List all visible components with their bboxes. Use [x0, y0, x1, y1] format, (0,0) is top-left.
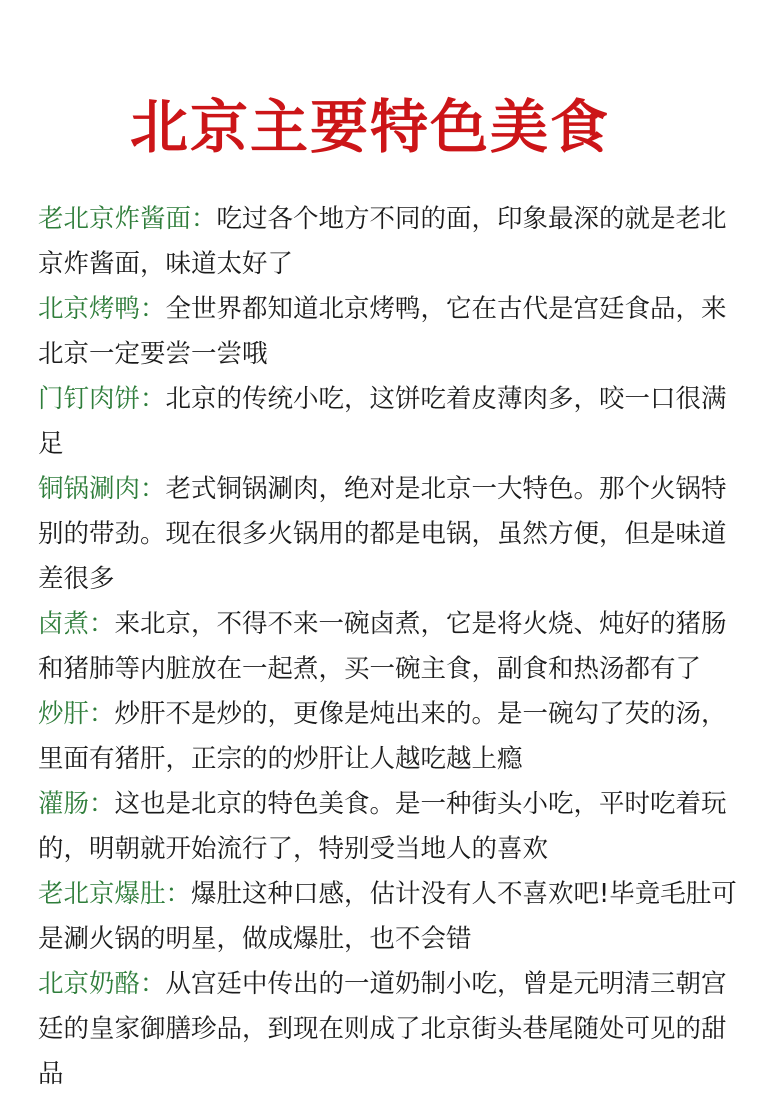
food-name: 灌肠	[38, 789, 90, 819]
colon-separator: ：	[140, 474, 166, 504]
food-name: 炒肝	[38, 699, 90, 729]
food-description: 这也是北京的特色美食。是一种街头小吃，平时吃着玩的，明朝就开始流行了，特别受当地人的喜欢	[38, 789, 727, 864]
food-description: 北京的传统小吃，这饼吃着皮薄肉多，咬一口很满足	[38, 384, 727, 459]
list-item	[38, 467, 750, 602]
colon-separator: ：	[140, 384, 166, 414]
food-name: 老北京爆肚	[38, 879, 166, 909]
food-list	[38, 197, 750, 1097]
colon-separator: ：	[140, 969, 166, 999]
list-item	[38, 692, 750, 782]
colon-separator: ：	[89, 789, 115, 819]
colon-separator: ：	[89, 699, 115, 729]
list-item	[38, 377, 750, 467]
colon-separator: ：	[140, 294, 166, 324]
food-name: 铜锅涮肉	[38, 474, 141, 504]
food-description: 老式铜锅涮肉，绝对是北京一大特色。那个火锅特别的带劲。现在很多火锅用的都是电锅，虽然方便，但是味道差很多	[38, 474, 727, 594]
list-item	[38, 962, 750, 1097]
list-item	[38, 602, 750, 692]
food-name: 北京烤鸭	[38, 294, 141, 324]
food-description: 吃过各个地方不同的面，印象最深的就是老北京炸酱面，味道太好了	[38, 204, 727, 279]
food-description: 爆肚这种口感，估计没有人不喜欢吧!毕竟毛肚可是涮火锅的明星，做成爆肚，也不会错	[38, 879, 737, 954]
page-title: 北京主要特色美食	[129, 92, 610, 161]
food-name: 门钉肉饼	[38, 384, 141, 414]
colon-separator: ：	[191, 204, 217, 234]
colon-separator: ：	[165, 879, 192, 909]
food-description: 从宫廷中传出的一道奶制小吃，曾是元明清三朝宫廷的皇家御膳珍品，到现在则成了北京街头巷尾随处可见的甜品	[38, 969, 727, 1089]
food-name: 北京奶酪	[38, 969, 141, 999]
food-description: 炒肝不是炒的，更像是炖出来的。是一碗勾了芡的汤，里面有猪肝，正宗的的炒肝让人越吃越上瘾	[38, 699, 727, 774]
list-item	[38, 287, 750, 377]
list-item	[38, 782, 750, 872]
food-description: 全世界都知道北京烤鸭，它在古代是宫廷食品，来北京一定要尝一尝哦	[38, 294, 727, 369]
list-item	[38, 872, 750, 962]
food-name: 卤煮	[38, 609, 90, 639]
colon-separator: ：	[89, 609, 115, 639]
food-name: 老北京炸酱面	[38, 204, 192, 234]
food-description: 来北京，不得不来一碗卤煮，它是将火烧、炖好的猪肠和猪肺等内脏放在一起煮，买一碗主食，副食和热汤都有了	[38, 609, 727, 684]
list-item	[38, 197, 750, 287]
